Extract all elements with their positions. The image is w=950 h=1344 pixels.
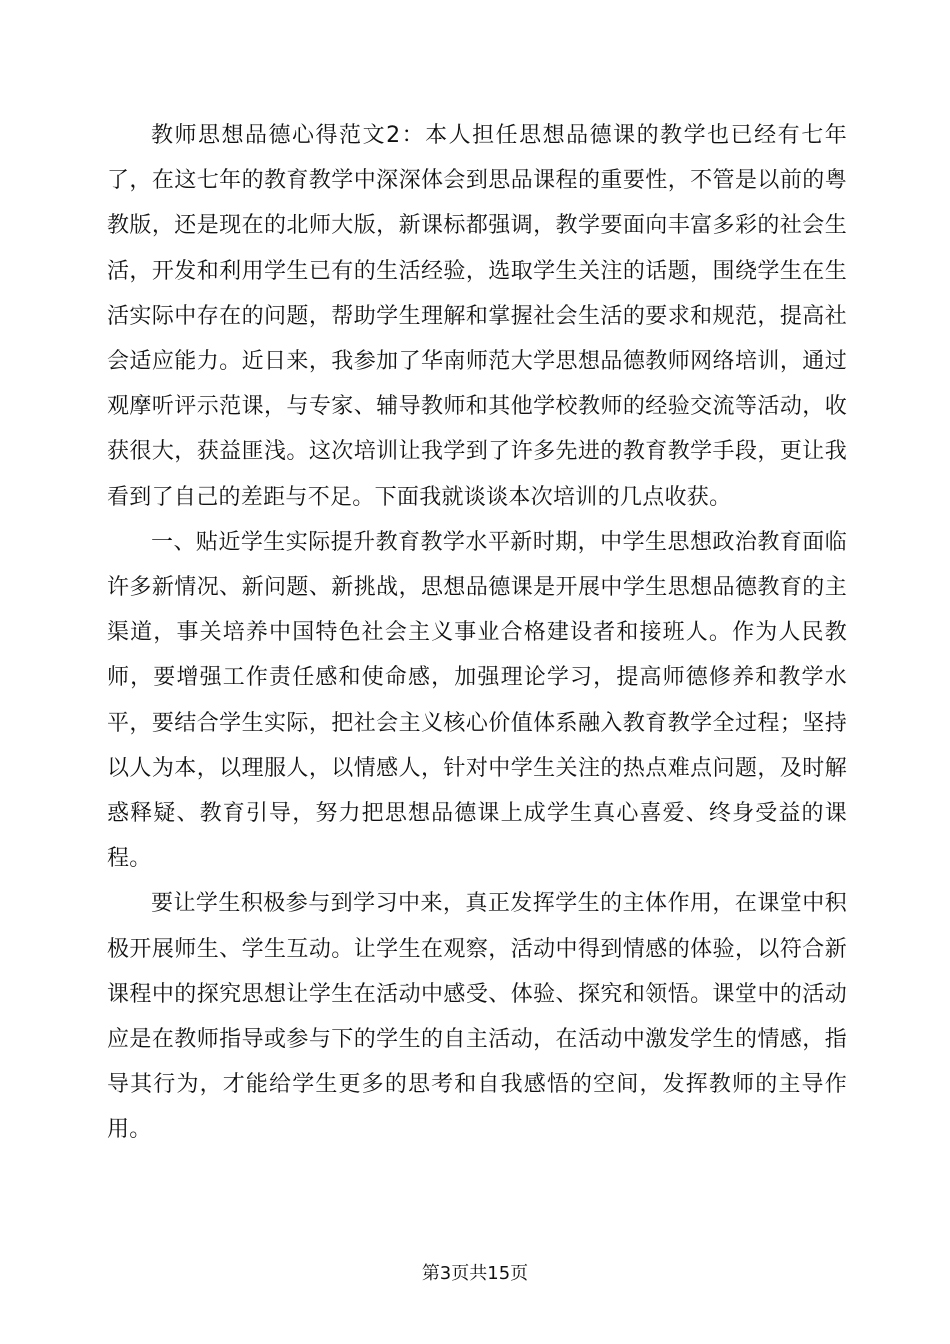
paragraph-3: 要让学生积极参与到学习中来，真正发挥学生的主体作用，在课堂中积极开展师生、学生互动。让学生在观察，活动中得到情感的体验，以符合新课程中的探究思想让学生在活动中感受、体验、探究和领悟。课堂中的活动应是在教师指导或参与下的学生的自主活动，在活动中激发学生的情感，指导其行为，才能给学生更多的思考和自我感悟的空间，发挥教师的主导作用。 <box>107 891 847 1143</box>
paragraph-1: 教师思想品德心得范文2：本人担任思想品德课的教学也已经有七年了，在这七年的教育教学中深深体会到思品课程的重要性，不管是以前的粤教版，还是现在的北师大版，新课标都强调，教学要面向丰富多彩的社会生活，开发和利用学生已有的生活经验，选取学生关注的话题，围绕学生在生活实际中存在的问题，帮助学生理解和掌握社会生活的要求和规范，提高社会适应能力。近日来，我参加了华南师范大学思想品德教师网络培训，通过观摩听评示范课，与专家、辅导教师和其他学校教师的经验交流等活动，收获很大，获益匪浅。这次培训让我学到了许多先进的教育教学手段，更让我看到了自己的差距与不足。下面我就谈谈本次培训的几点收获。 <box>107 123 847 510</box>
paragraph-2: 一、贴近学生实际提升教育教学水平新时期，中学生思想政治教育面临许多新情况、新问题、新挑战，思想品德课是开展中学生思想品德教育的主渠道，事关培养中国特色社会主义事业合格建设者和接班人。作为人民教师，要增强工作责任感和使命感，加强理论学习，提高师德修养和教学水平，要结合学生实际，把社会主义核心价值体系融入教育教学全过程；坚持以人为本，以理服人，以情感人，针对中学生关注的热点难点问题，及时解惑释疑、教育引导，努力把思想品德课上成学生真心喜爱、终身受益的课程。 <box>107 529 847 872</box>
page-number-footer: 第3页共15页 <box>421 1263 529 1284</box>
document-body <box>107 113 847 1153</box>
